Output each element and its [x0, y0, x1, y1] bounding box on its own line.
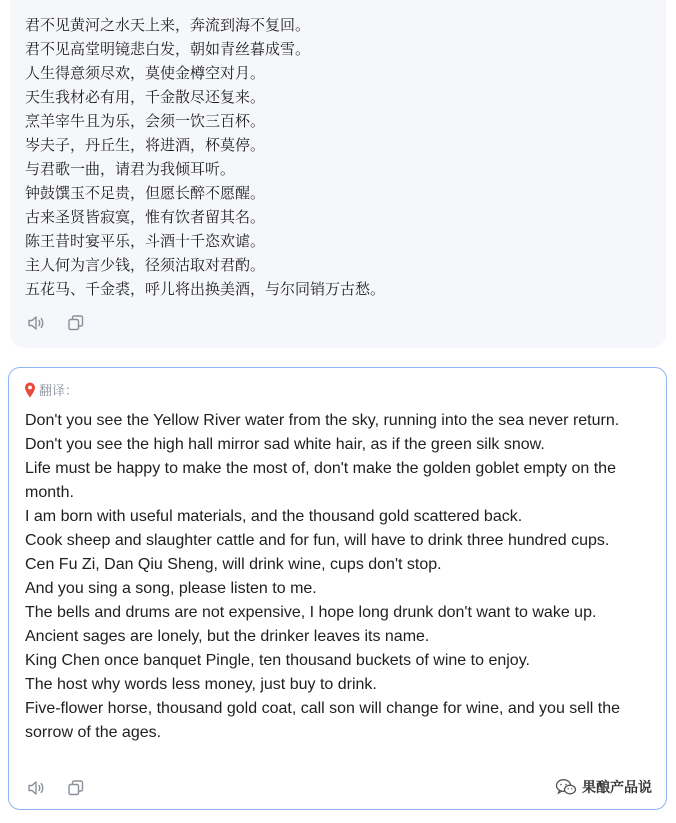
- translation-line: Cook sheep and slaughter cattle and for fun, will have to drink three hundred cups.: [25, 532, 610, 549]
- poem-line: 古来圣贤皆寂寞，惟有饮者留其名。: [25, 208, 266, 226]
- speaker-icon[interactable]: [26, 778, 46, 798]
- translation-line: Cen Fu Zi, Dan Qiu Sheng, will drink wine, cups don't stop.: [25, 556, 442, 573]
- poem-line: 与君歌一曲，请君为我倾耳听。: [25, 160, 236, 178]
- translation-line: And you sing a song, please listen to me.: [25, 580, 317, 597]
- copy-icon[interactable]: [66, 778, 86, 798]
- translation-line: The host why words less money, just buy to drink.: [25, 676, 377, 693]
- original-poem-card: [10, 0, 666, 348]
- translation-text: [25, 409, 657, 745]
- translation-line: Five-flower horse, thousand gold coat, call son will change for wine, and you sell the sorrow of the ages.: [25, 700, 620, 741]
- translation-actions: [26, 778, 86, 798]
- poem-line: 烹羊宰牛且为乐，会须一饮三百杯。: [25, 112, 266, 130]
- poem-line: 君不见黄河之水天上来，奔流到海不复回。: [25, 16, 311, 34]
- poem-line: 岑夫子，丹丘生，将进酒，杯莫停。: [25, 136, 266, 154]
- copy-icon[interactable]: [66, 313, 86, 333]
- poem-text: [25, 13, 666, 301]
- translation-line: The bells and drums are not expensive, I hope long drunk don't want to wake up.: [25, 604, 597, 621]
- translation-header: [24, 380, 78, 399]
- speaker-icon[interactable]: [26, 313, 46, 333]
- original-actions: [26, 313, 86, 333]
- translation-line: Life must be happy to make the most of, don't make the golden goblet empty on the month.: [25, 460, 616, 501]
- translation-line: Don't you see the high hall mirror sad white hair, as if the green silk snow.: [25, 436, 545, 453]
- watermark-text: 果酿产品说: [582, 780, 652, 796]
- pin-icon: [24, 382, 36, 398]
- poem-line: 天生我材必有用，千金散尽还复来。: [25, 88, 266, 106]
- poem-line: 人生得意须尽欢，莫使金樽空对月。: [25, 64, 266, 82]
- poem-line: 君不见高堂明镜悲白发，朝如青丝暮成雪。: [25, 40, 311, 58]
- wechat-icon: [555, 778, 577, 796]
- poem-line: 五花马、千金裘，呼儿将出换美酒，与尔同销万古愁。: [25, 280, 386, 298]
- poem-line: 陈王昔时宴平乐，斗酒十千恣欢谑。: [25, 232, 266, 250]
- watermark: [555, 777, 652, 797]
- poem-line: 主人何为言少钱，径须沽取对君酌。: [25, 256, 266, 274]
- translation-line: Ancient sages are lonely, but the drinker leaves its name.: [25, 628, 430, 645]
- translation-card: [8, 367, 667, 810]
- translation-label: 翻译：: [39, 384, 79, 399]
- poem-line: 钟鼓馔玉不足贵，但愿长醉不愿醒。: [25, 184, 266, 202]
- translation-line: Don't you see the Yellow River water from the sky, running into the sea never return.: [25, 412, 620, 429]
- translation-line: King Chen once banquet Pingle, ten thousand buckets of wine to enjoy.: [25, 652, 530, 669]
- translation-line: I am born with useful materials, and the thousand gold scattered back.: [25, 508, 523, 525]
